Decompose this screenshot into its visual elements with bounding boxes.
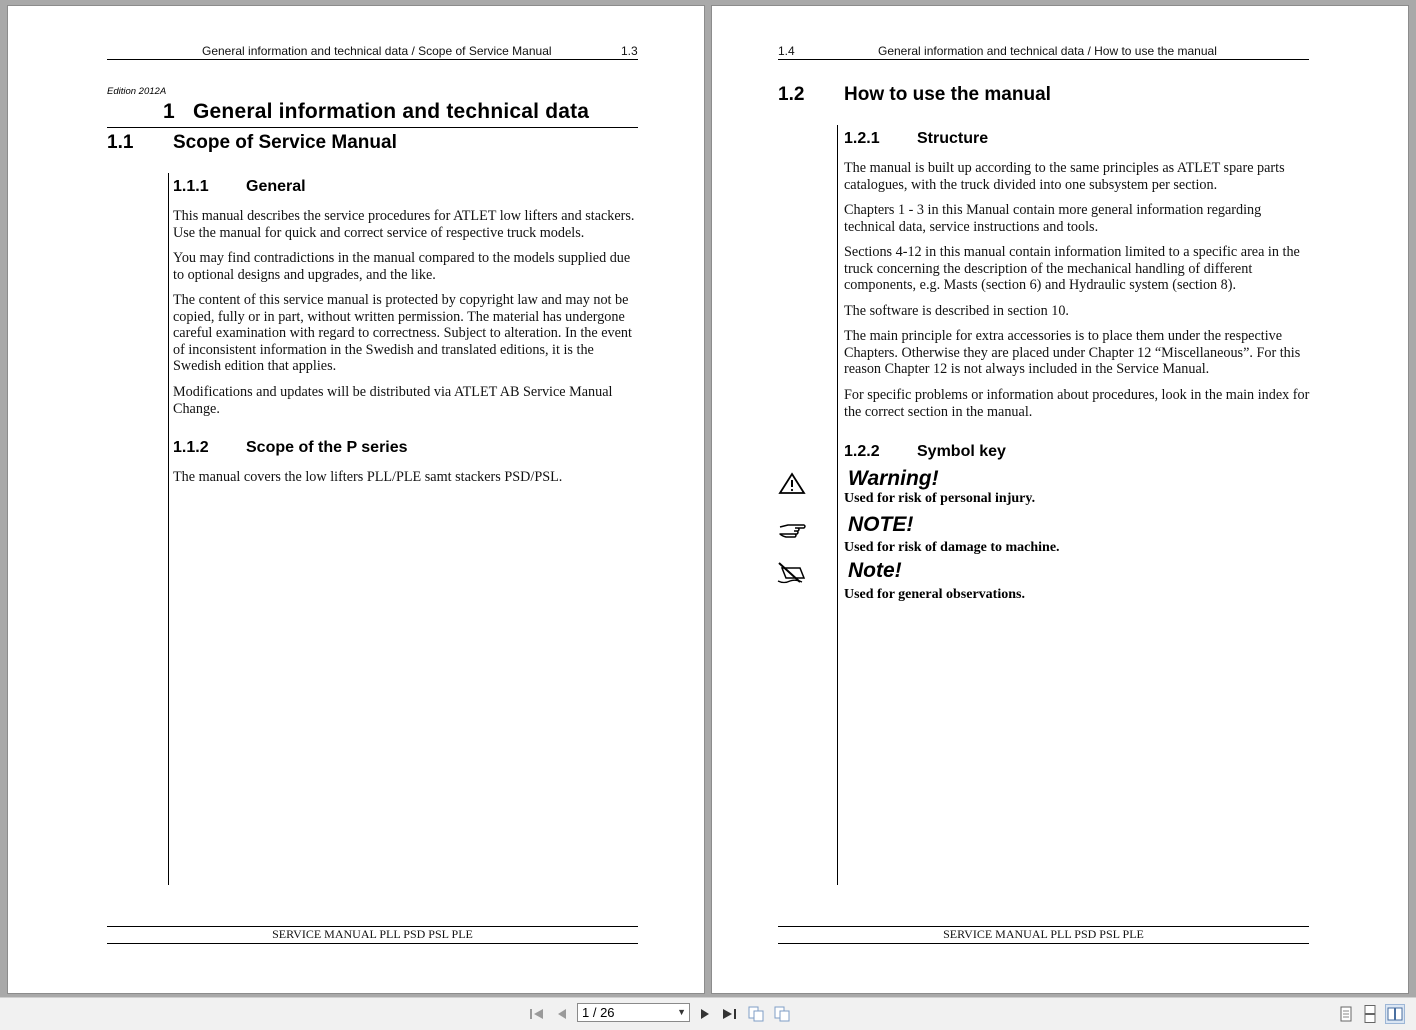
symbol-title: Warning! (848, 467, 939, 490)
subsection-number: 1.2.1 (844, 130, 880, 147)
subsection-title: Scope of the P series (246, 439, 408, 456)
continuous-icon[interactable] (1360, 1004, 1380, 1024)
header-rule (107, 59, 638, 60)
chapter-title: General information and technical data (193, 100, 590, 123)
change-bar (168, 173, 169, 885)
next-page-icon[interactable] (695, 1004, 715, 1024)
subsection-number: 1.1.2 (173, 439, 209, 456)
pointing-hand-icon (778, 518, 808, 542)
symbol-description: Used for general observations. (844, 587, 1025, 602)
section-title: How to use the manual (844, 84, 1051, 105)
page-number-input[interactable] (577, 1003, 690, 1022)
subsection-number: 1.1.1 (173, 178, 209, 195)
header-rule (778, 59, 1309, 60)
symbol-description: Used for risk of damage to machine. (844, 540, 1060, 555)
subsection-number: 1.2.2 (844, 443, 880, 460)
paragraph: You may find contradictions in the manual compared to the models supplied due to optional designs and upgrades, and the like. (173, 250, 631, 283)
symbol-description: Used for risk of personal injury. (844, 491, 1036, 506)
paragraph: Chapters 1 - 3 in this Manual contain more general information regarding technical data, service instructions and tools. (844, 202, 1262, 235)
footer-rule-bottom (107, 943, 638, 944)
symbol-bar (837, 588, 838, 608)
rotate-right-icon[interactable] (772, 1004, 792, 1024)
paragraph: Sections 4-12 in this manual contain information limited to a specific area in the truck concerning the description of the mechanical handling of different components, e.g. Masts (section 6) and Hydraulic system (section 8). (844, 244, 1300, 293)
viewer-toolbar (0, 997, 1416, 1030)
paragraph: The manual is built up according to the same principles as ATLET spare parts catalogues, with the truck divided into one subsystem per section. (844, 160, 1285, 193)
paragraph: The main principle for extra accessories is to place them under the respective Chapters. Otherwise they are placed under Chapter 12 “Miscellaneous”. For this reason Chapter 12 is not always included in the Service Manual. (844, 328, 1301, 377)
running-header-page-number: 1.3 (621, 44, 638, 58)
symbol-bar (837, 543, 838, 563)
running-header-page-number: 1.4 (778, 44, 795, 58)
footer-text: SERVICE MANUAL PLL PSD PSL PLE (272, 927, 473, 941)
edition-label: Edition 2012A (107, 86, 167, 97)
subsection-title: General (246, 178, 306, 195)
chapter-rule (107, 127, 638, 128)
paragraph: For specific problems or information about procedures, look in the main index for the correct section in the manual. (844, 387, 1310, 420)
chevron-down-icon[interactable]: ▼ (677, 1007, 686, 1017)
warning-triangle-icon (778, 472, 808, 496)
pen-note-icon (776, 561, 806, 585)
section-number: 1.2 (778, 84, 805, 105)
subsection-title: Symbol key (917, 443, 1006, 460)
running-header-title: General information and technical data / How to use the manual (878, 44, 1217, 58)
paragraph: The content of this service manual is protected by copyright law and may not be copied, fully or in part, without written permission. The material has undergone careful examination with regard to correctness. Subject to alteration. In the event of inconsistent information in the Swedish and translated editions, it is the Swedish edition that applies. (173, 292, 632, 374)
rotate-left-icon[interactable] (746, 1004, 766, 1024)
paragraph: Modifications and updates will be distributed via ATLET AB Service Manual Change. (173, 384, 613, 417)
last-page-icon[interactable] (719, 1004, 739, 1024)
footer-rule-bottom (778, 943, 1309, 944)
footer-text: SERVICE MANUAL PLL PSD PSL PLE (943, 927, 1144, 941)
prev-page-icon[interactable] (552, 1004, 572, 1024)
paragraph: This manual describes the service procedures for ATLET low lifters and stackers. Use the manual for quick and correct service of respective truck models. (173, 208, 635, 241)
single-page-icon[interactable] (1336, 1004, 1356, 1024)
document-page-right (712, 6, 1408, 993)
first-page-icon[interactable] (527, 1004, 547, 1024)
subsection-title: Structure (917, 130, 989, 147)
paragraph: The software is described in section 10. (844, 303, 1069, 319)
symbol-title: NOTE! (848, 513, 914, 536)
chapter-number: 1 (163, 100, 175, 123)
symbol-bar (837, 496, 838, 516)
section-title: Scope of Service Manual (173, 132, 397, 153)
paragraph: The manual covers the low lifters PLL/PLE samt stackers PSD/PSL. (173, 469, 563, 485)
facing-pages-icon[interactable] (1385, 1004, 1405, 1024)
section-number: 1.1 (107, 132, 134, 153)
page-indicator: 1 / 26 (582, 1005, 615, 1020)
symbol-title: Note! (848, 559, 902, 582)
running-header-title: General information and technical data / Scope of Service Manual (202, 44, 552, 58)
document-page-left (8, 6, 704, 993)
